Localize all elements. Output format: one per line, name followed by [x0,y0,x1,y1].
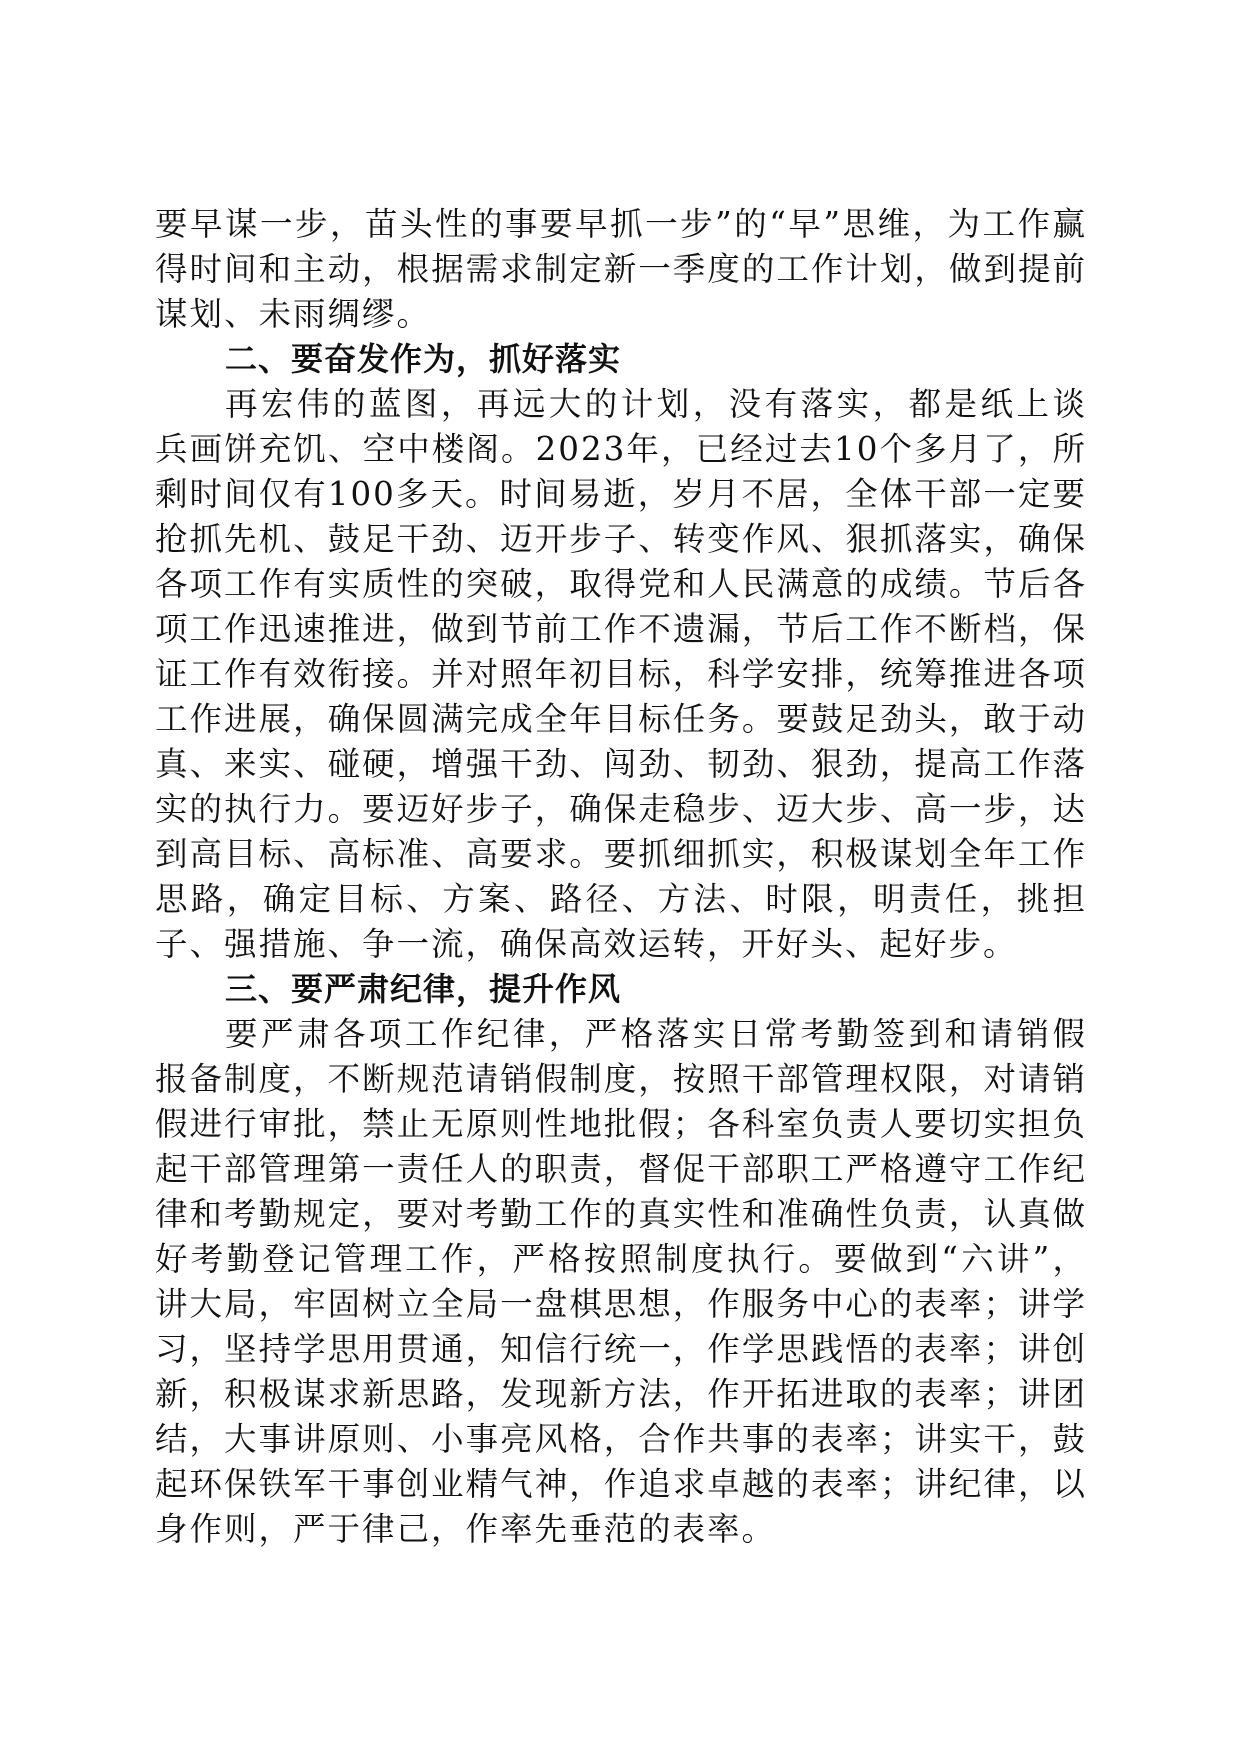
section-heading-2: 二、要奋发作为，抓好落实 [225,340,622,378]
section-heading-3: 三、要严肃纪律，提升作风 [225,970,622,1008]
document-body [155,202,1087,1552]
paragraph-intro-continuation: 要早谋一步，苗头性的事要早抓一步”的“早”思维，为工作赢得时间和主动，根据需求制定新一季度的工作计划，做到提前谋划、未雨绸缪。 [155,205,1087,333]
paragraph-section-3-body: 要严肃各项工作纪律，严格落实日常考勤签到和请销假报备制度，不断规范请销假制度，按照干部管理权限，对请销假进行审批，禁止无原则性地批假；各科室负责人要切实担负起干部管理第一责任人的职责，督促干部职工严格遵守工作纪律和考勤规定，要对考勤工作的真实性和准确性负责，认真做好考勤登记管理工作，严格按照制度执行。要做到“六讲”，讲大局，牢固树立全局一盘棋思想，作服务中心的表率；讲学习，坚持学思用贯通，知信行统一，作学思践悟的表率；讲创新，积极谋求新思路，发现新方法，作开拓进取的表率；讲团结，大事讲原则、小事亮风格，合作共事的表率；讲实干，鼓起环保铁军干事创业精气神，作追求卓越的表率；讲纪律，以身作则，严于律己，作率先垂范的表率。 [155,1015,1087,1548]
paragraph-section-2-body: 再宏伟的蓝图，再远大的计划，没有落实，都是纸上谈兵画饼充饥、空中楼阁。2023年，已经过去10个多月了，所剩时间仅有100多天。时间易逝，岁月不居，全体干部一定要抢抓先机、鼓足干劲、迈开步子、转变作风、狠抓落实，确保各项工作有实质性的突破，取得党和人民满意的成绩。节后各项工作迅速推进，做到节前工作不遗漏，节后工作不断档，保证工作有效衔接。并对照年初目标，科学安排，统筹推进各项工作进展，确保圆满完成全年目标任务。要鼓足劲头，敢于动真、来实、碰硬，增强干劲、闯劲、韧劲、狠劲，提高工作落实的执行力。要迈好步子，确保走稳步、迈大步、高一步，达到高目标、高标准、高要求。要抓细抓实，积极谋划全年工作思路，确定目标、方案、路径、方法、时限，明责任，挑担子、强措施、争一流，确保高效运转，开好头、起好步。 [155,385,1087,963]
